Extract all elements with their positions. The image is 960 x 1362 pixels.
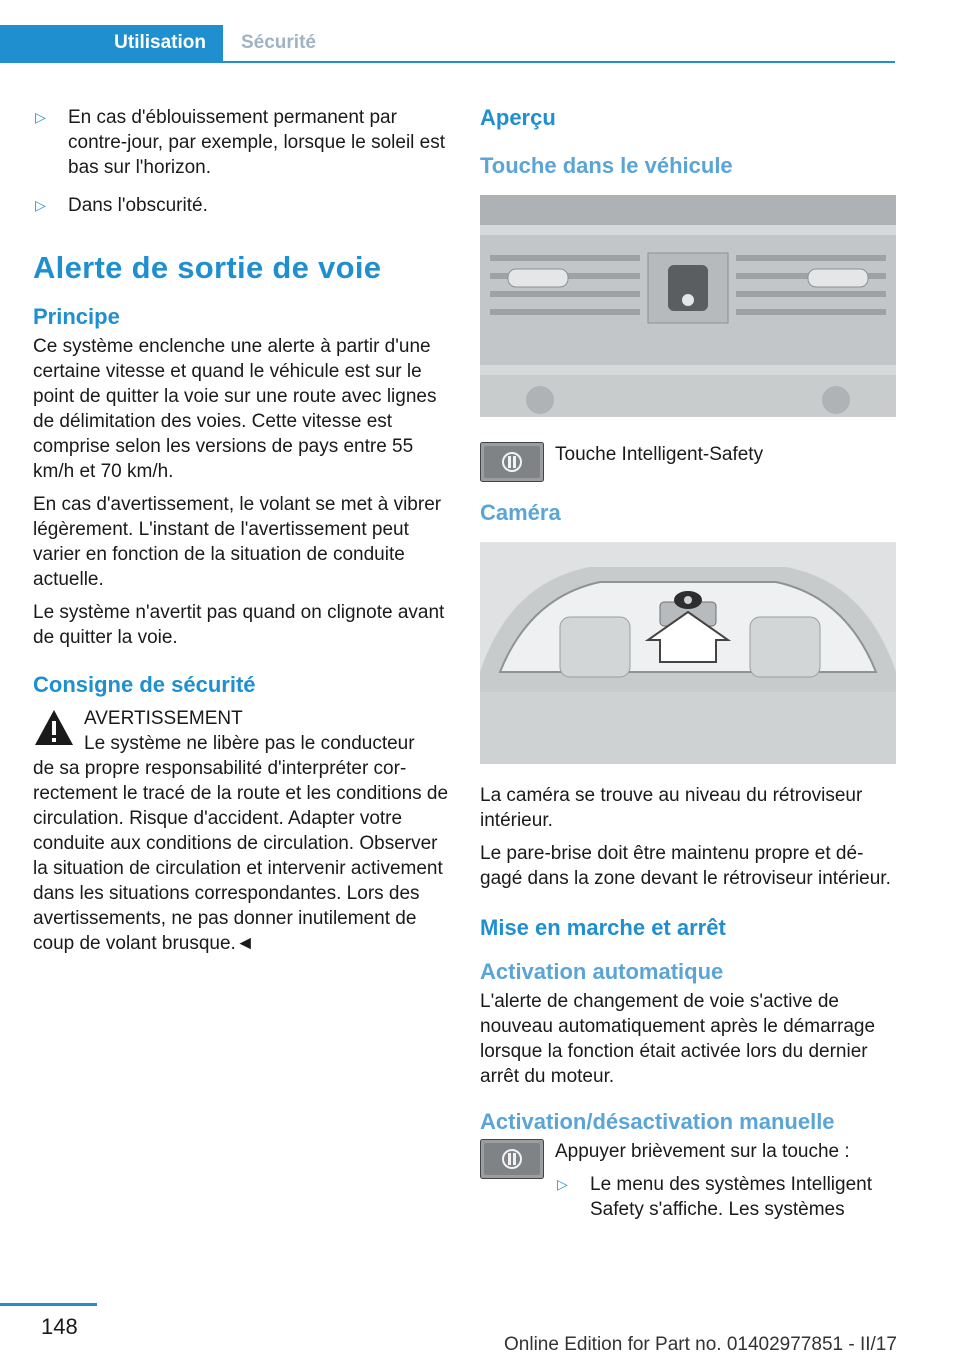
triangle-bullet-icon: ▷ <box>557 1176 568 1192</box>
button-heading: Touche dans le véhicule <box>480 153 733 178</box>
paragraph: La caméra se trouve au niveau du rétroviseur intérieur. <box>480 785 863 831</box>
paragraph: En cas d'avertissement, le volant se met à vibrer légèrement. L'instant de l'avertissement peut varier en fonction de la situation de conduite actuelle. <box>33 494 442 590</box>
principle-heading: Principe <box>33 304 120 329</box>
onoff-heading: Mise en marche et arrêt <box>480 915 726 940</box>
manual-step-content <box>555 1139 896 1222</box>
list-item <box>555 1172 896 1222</box>
warning-header-text <box>84 706 415 756</box>
right-column <box>480 103 896 1222</box>
paragraph: Ce système enclenche une alerte à partir d'une certaine vitesse et quand le véhicule est sur le point de quitter la voie sur une route avec lignes de délimitation des voies. Cette vitesse est comprise selon les versions de pays entre 55 km/h et 70 km/h. <box>33 336 437 482</box>
manual-instruction: Appuyer brièvement sur la touche : <box>555 1141 850 1162</box>
list-item-text: Dans l'obscurité. <box>68 195 208 216</box>
triangle-bullet-icon: ▷ <box>35 197 46 213</box>
page-number: 148 <box>41 1314 78 1339</box>
dashboard-button-photo <box>480 195 896 417</box>
warning-triangle-icon <box>33 707 75 749</box>
tab-securite[interactable]: Sécurité <box>241 32 316 53</box>
chapter-tabs <box>0 25 895 63</box>
safety-heading: Consigne de sécurité <box>33 672 256 697</box>
left-column <box>33 105 449 964</box>
auto-activation-heading: Activation automatique <box>480 959 724 984</box>
tab-utilisation[interactable]: Utilisation <box>0 25 223 61</box>
paragraph: Le système n'avertit pas quand on clignote avant de quitter la voie. <box>33 602 445 648</box>
warning-body: de sa propre responsabilité d'interpréter correctement le tracé de la route et les conditions de circulation. Risque d'accident. Adapter votre conduite aux conditions de circulation. Observer la situation de circulation et intervenir activement dans les situations correspondantes. Lors des avertissements, ne pas donner inutilement de coup de volant brusque.◄ <box>33 758 449 954</box>
list-item <box>33 193 449 218</box>
section-title: Alerte de sortie de voie <box>33 250 382 285</box>
edition-note: Online Edition for Part no. 01402977851 - II/17 <box>504 1334 897 1355</box>
key-legend <box>480 442 896 482</box>
footer-rule <box>0 1303 97 1306</box>
camera-heading: Caméra <box>480 500 561 525</box>
camera-location-photo <box>480 542 896 764</box>
intelligent-safety-key-icon <box>480 1139 544 1179</box>
triangle-bullet-icon: ▷ <box>35 109 46 125</box>
manual-activation-heading: Activation/désactivation manuelle <box>480 1109 835 1134</box>
key-label: Touche Intelligent-Safety <box>555 444 764 465</box>
warning-intro: Le système ne libère pas le conducteur <box>84 733 415 754</box>
list-item-text: Le menu des systèmes Intelligent Safety s'affiche. Les systèmes <box>590 1174 872 1220</box>
warning-label: AVERTISSEMENT <box>84 708 243 729</box>
list-item <box>33 105 449 180</box>
paragraph: L'alerte de changement de voie s'active de nouveau automatiquement après le démarrage lorsque la fonction était activée lors du dernier arrêt du moteur. <box>480 991 876 1087</box>
manual-step <box>480 1139 896 1222</box>
warning-block <box>33 706 449 756</box>
list-item-text: En cas d'éblouissement permanent par contre-jour, par exemple, lorsque le soleil est bas sur l'horizon. <box>68 107 446 178</box>
paragraph: Le pare-brise doit être maintenu propre et dégagé dans la zone devant le rétroviseur intérieur. <box>480 843 891 889</box>
overview-heading: Aperçu <box>480 105 556 130</box>
intelligent-safety-key-icon <box>480 442 544 482</box>
